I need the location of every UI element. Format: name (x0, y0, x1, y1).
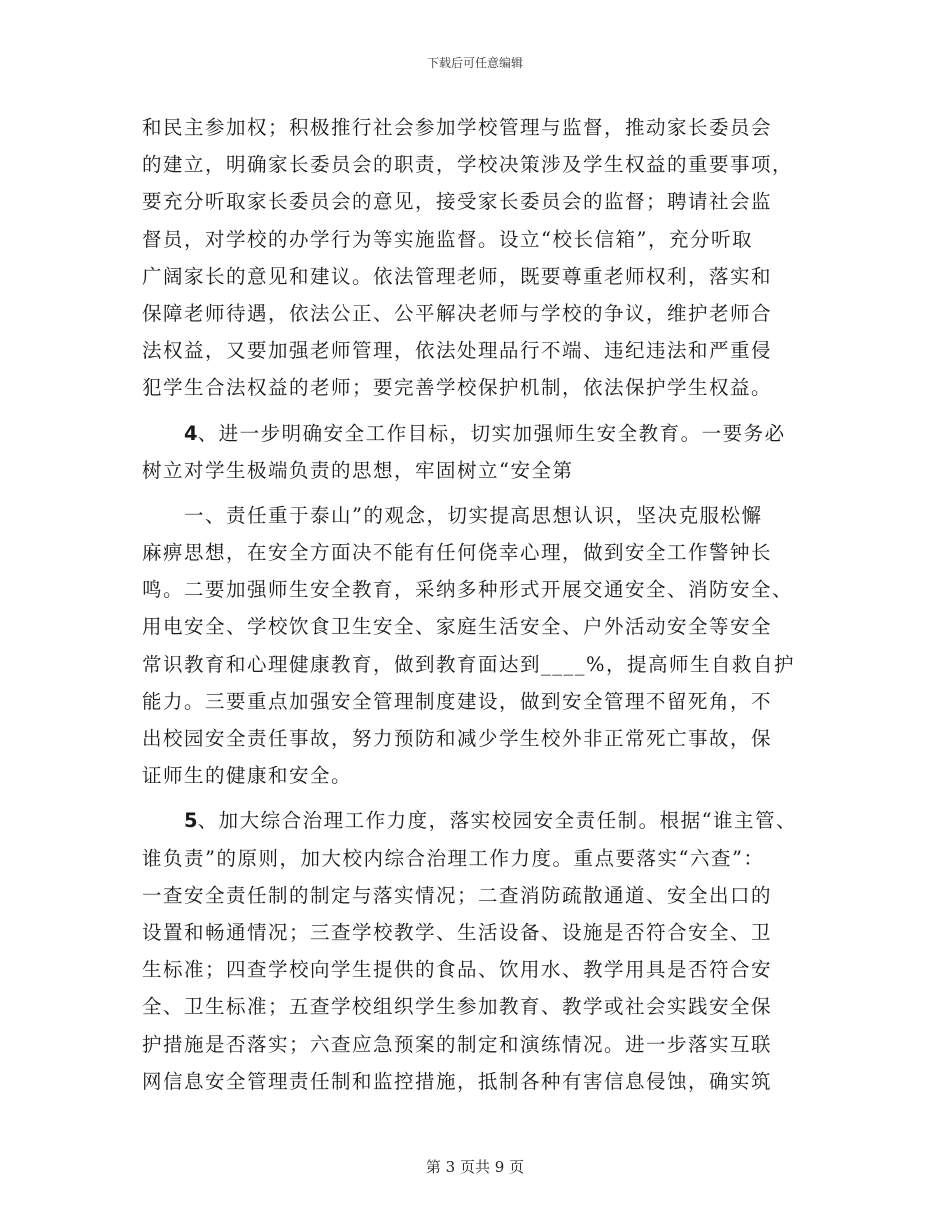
text-line: 麻痹思想，在安全方面决不能有任何侥幸心理，做到安全工作警钟长 (142, 541, 773, 565)
text-line: 法权益，又要加强老师管理，依法处理品行不端、违纪违法和严重侵 (142, 339, 773, 363)
text-line: 全、卫生标准；五查学校组织学生参加教育、教学或社会实践安全保 (142, 995, 773, 1019)
text-line: 谁负责”的原则，加大校内综合治理工作力度。重点要落实“六查”： (142, 846, 765, 870)
text-line: 和民主参加权；积极推行社会参加学校管理与监督，推动家长委员会 (142, 116, 773, 139)
text-line: 一、责任重于泰山”的观念，切实提高思想认识，坚决克服松懈 (184, 503, 763, 527)
document-body (142, 109, 810, 1100)
section-number: 5 (184, 809, 198, 833)
text-line: 树立对学生极端负责的思想，牢固树立“安全第 (142, 458, 574, 482)
page-header: 下载后可任意编辑 (426, 56, 523, 70)
text-line: 一查安全责任制的制定与落实情况；二查消防疏散通道、安全出口的 (142, 883, 773, 907)
text-line: 证师生的健康和安全。 (142, 764, 353, 788)
text-line: 能力。三要重点加强安全管理制度建设，做到安全管理不留死角，不 (142, 689, 773, 713)
text-line: 要充分听取家长委员会的意见，接受家长委员会的监督；聘请社会监 (142, 190, 773, 214)
text-line: 5、加大综合治理工作力度，落实校园安全责任制。根据“谁主管、 (184, 809, 798, 833)
text-line: 4、进一步明确安全工作目标，切实加强师生安全教育。一要务必 (184, 421, 786, 445)
text-line: 督员，对学校的办学行为等实施监督。设立“校长信箱”，充分听取 (142, 227, 753, 251)
text-line: 设置和畅通情况；三查学校教学、生活设备、设施是否符合安全、卫 (142, 920, 773, 944)
text-line: 生标准；四查学校向学生提供的食品、饮用水、教学用具是否符合安 (142, 958, 773, 982)
text-line: 鸣。二要加强师生安全教育，采纳多种形式开展交通安全、消防安全、 (142, 578, 794, 602)
text-line: 出校园安全责任事故，努力预防和减少学生校外非正常死亡事故，保 (142, 727, 773, 750)
page-footer: 第 3 页共 9 页 (425, 1158, 525, 1176)
text-line: 网信息安全管理责任制和监控措施，抵制各种有害信息侵蚀，确实筑 (142, 1069, 773, 1093)
text-line: 的建立，明确家长委员会的职责，学校决策涉及学生权益的重要事项， (142, 153, 794, 177)
text-line: 保障老师待遇，依法公正、公平解决老师与学校的争议，维护老师合 (142, 301, 773, 325)
text-line: 犯学生合法权益的老师；要完善学校保护机制，依法保护学生权益。 (142, 376, 773, 400)
text-line: 广阔家长的意见和建议。依法管理老师，既要尊重老师权利，落实和 (142, 264, 773, 288)
text-line: 护措施是否落实；六查应急预案的制定和演练情况。进一步落实互联 (142, 1032, 773, 1056)
text-line: 用电安全、学校饮食卫生安全、家庭生活安全、户外活动安全等安全 (142, 615, 773, 639)
text-line: 常识教育和心理健康教育，做到教育面达到____%，提高师生自救自护 (142, 652, 796, 676)
section-number: 4 (184, 421, 198, 445)
